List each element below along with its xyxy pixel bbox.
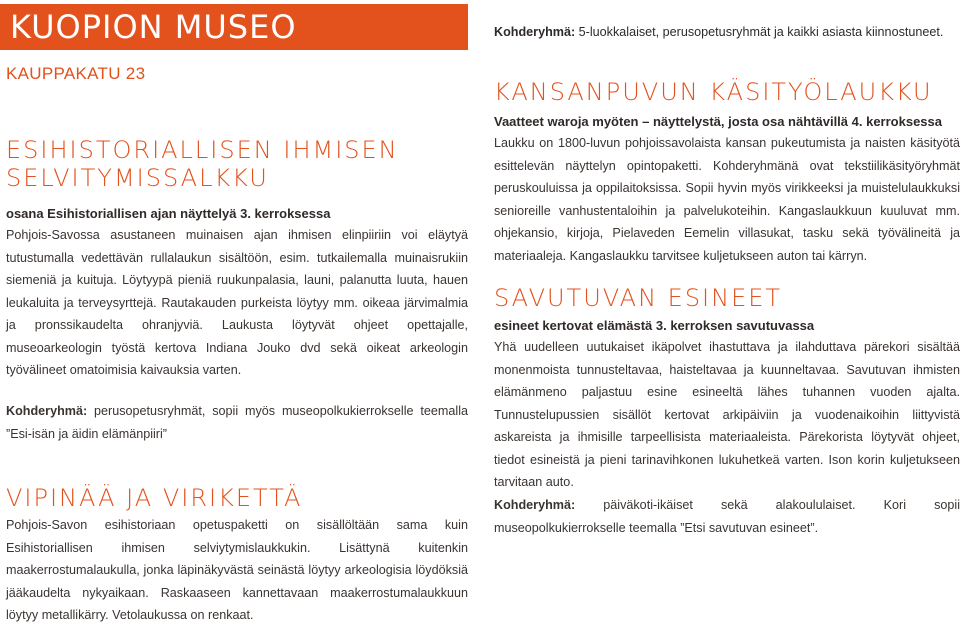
museum-address: KAUPPAKATU 23 [6,64,146,83]
top-target [494,25,960,39]
prehistory-target [6,400,468,445]
savutuvan-target-text: päiväkoti-ikäiset sekä alakoululaiset. Kori sopii museopolkukierrokselle teemalla ”Etsi savutuvan esineet”. [494,498,960,535]
folk-body: Laukku on 1800-luvun pohjoissavolaista kansan pukeutumista ja naisten käsityötä esittelevän näyttelyn opintopaketti. Kohderyhmänä ovat tekstiilikäsityöryhmät peruskouluissa ja oppilaitoksissa. Sopii hyvin myös virikkeeksi ja muistelulaukkuksi senioreille vanhustentaloihin ja palvelukoteihin. Kangaslaukkuun kuuluvat mm. ohjekansio, kirjoja, Pielaveden Eemelin villasukat, tasku sekä työvälineitä ja materiaaleja. Kangaslaukku tarvitsee kuljetukseen auton tai kärryn. [494,136,960,263]
prehistory-title: ESIHISTORIALLISEN IHMISEN SELVITYMISSALKKU [6,136,399,192]
savutuvan-title: SAVUTUVAN ESINEET [494,284,783,312]
savutuvan-subtitle: esineet kertovat elämästä 3. kerroksen savutuvassa [494,318,815,333]
savutuvan-target [494,494,960,539]
museum-title: KUOPION MUSEO [0,4,468,50]
prehistory-body: Pohjois-Savossa asustaneen muinaisen ajan ihmisen elinpiiriin voi eläytyä tutustumalla vedettävän rullalaukun sisältöön, esim. tutkailemalla muinaisrukiin siemeniä ja kuituja. Löytyypä pieniä ruukunpalasia, launi, palanutta luuta, hauen leukaluita ja terveysyrttejä. Rautakauden purkeista löytyy mm. oikeaa järvimalmia ja pronssikaudelta ohranjyviä. Laukusta löytyvät ohjeet opettajalle, museoarkeologin työstä kertova Indiana Jouko dvd sekä oikeat arkeologin työvälineet omatoimisia kaivauksia varten. [6,228,468,377]
top-target-text: 5-luokkalaiset, perusopetusryhmät ja kaikki asiasta kiinnostuneet. [578,25,944,39]
folk-subtitle: Vaatteet waroja myöten – näyttelystä, josta osa nähtävillä 4. kerroksessa [494,114,942,129]
savutuvan-target-label: Kohderyhmä: [494,498,576,512]
prehistory-subtitle: osana Esihistoriallisen ajan näyttelyä 3. kerroksessa [6,206,331,221]
savutuvan-body: Yhä uudelleen uutukaiset ikäpolvet ihastuttava ja ilahduttava pärekori sisältää monenmoista tunnusteltavaa, haisteltavaa ja kuunneltavaa. Savutuvan ihmisten elämänmeno paljastuu esine esineeltä lähes tuhannen vuoden ajalta. Tunnustelupussien sisällöt kertovat arkipäiviin ja vuodenaikoihin liittyvistä askareista ja ihmisille tarpeellisista materiaaleista. Pärekorista löytyvät ohjeet, tiedot esineistä ja pieni tarinavihkonen lukuhetkeä varten. Ison korin kuljetukseen tarvitaan auto. [494,340,960,489]
folk-title: KANSANPUVUN KÄSITYÖLAUKKU [494,78,933,106]
top-target-label: Kohderyhmä: [494,25,576,39]
prehistory-target-label: Kohderyhmä: [6,404,88,418]
vipinaa-title: VIPINÄÄ JA VIRIKETTÄ [6,484,303,512]
prehistory-target-text: perusopetusryhmät, sopii myös museopolkukierrokselle teemalla ”Esi-isän ja äidin elämänpiiri” [6,404,469,441]
vipinaa-body: Pohjois-Savon esihistoriaan opetuspaketti on sisällöltään sama kuin Esihistoriallisen ihmisen selviytymislaukkukin. Lisättynä kuitenkin maakerrostumalaukulla, jonka läpinäkyvästä seinästä löytyy arkeologisia löydöksiä jääkaudelta nykyaikaan. Raskaaseen kannettavaan maakerrostumalaukkuun löytyy metallikärry. Vetolaukussa on renkaat. [6,518,468,622]
